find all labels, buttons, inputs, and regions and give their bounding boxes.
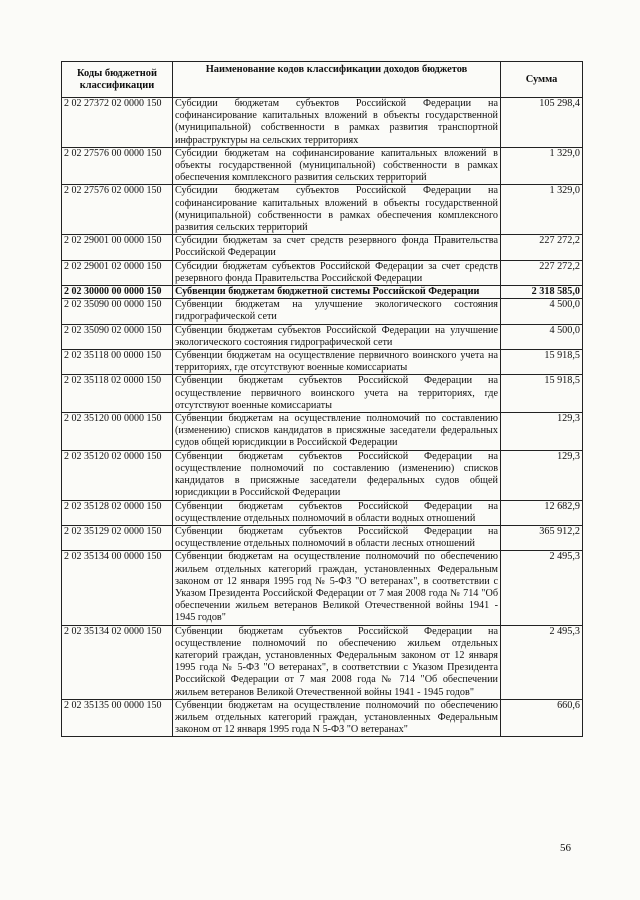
code-cell: 2 02 35134 02 0000 150 (62, 625, 173, 699)
name-cell: Субвенции бюджетам бюджетной системы Российской Федерации (173, 286, 501, 299)
budget-revenue-table (61, 61, 583, 737)
sum-cell: 227 272,2 (501, 235, 583, 260)
name-cell: Субвенции бюджетам на осуществление первичного воинского учета на территориях, где отсутствуют военные комиссариаты (173, 350, 501, 375)
table-row (62, 350, 583, 375)
sum-cell: 365 912,2 (501, 525, 583, 550)
table-row (62, 699, 583, 737)
code-cell: 2 02 27372 02 0000 150 (62, 98, 173, 148)
table-row (62, 147, 583, 185)
code-cell: 2 02 27576 02 0000 150 (62, 185, 173, 235)
table-row (62, 286, 583, 299)
table-header-row (62, 62, 583, 98)
name-cell: Субсидии бюджетам субъектов Российской Федерации на софинансирование капитальных вложений в объекты государственной (муниципальной) собственности в рамках обеспечения комплексного развития сельских территорий (173, 185, 501, 235)
table-row (62, 260, 583, 285)
sum-cell: 1 329,0 (501, 147, 583, 185)
code-cell: 2 02 35128 02 0000 150 (62, 500, 173, 525)
name-cell: Субвенции бюджетам на осуществление полномочий по обеспечению жильем отдельных категорий граждан, установленных Федеральным законом от 12 января 1995 год № 5-ФЗ "О ветеранах", в соответствии с Указом Президента Российской Федерации от 7 мая 2008 года № 714 "Об обеспечении жильем ветеранов Великой Отечественной войны 1941 - 1945 годов" (173, 551, 501, 625)
name-cell: Субвенции бюджетам субъектов Российской Федерации на осуществление отдельных полномочий в области лесных отношений (173, 525, 501, 550)
code-cell: 2 02 35118 00 0000 150 (62, 350, 173, 375)
name-cell: Субвенции бюджетам субъектов Российской Федерации на осуществление отдельных полномочий в области водных отношений (173, 500, 501, 525)
name-cell: Субсидии бюджетам за счет средств резервного фонда Правительства Российской Федерации (173, 235, 501, 260)
table-row (62, 525, 583, 550)
sum-cell: 129,3 (501, 413, 583, 451)
sum-cell: 129,3 (501, 450, 583, 500)
table-row (62, 235, 583, 260)
code-cell: 2 02 35090 02 0000 150 (62, 324, 173, 349)
code-cell: 2 02 35129 02 0000 150 (62, 525, 173, 550)
sum-cell: 2 495,3 (501, 551, 583, 625)
page-number: 56 (560, 842, 571, 854)
table-row (62, 500, 583, 525)
name-cell: Субсидии бюджетам субъектов Российской Федерации на софинансирование капитальных вложений в объекты государственной (муниципальной) собственности в рамках развития транспортной инфраструктуры на сельских территориях (173, 98, 501, 148)
sum-cell: 4 500,0 (501, 299, 583, 324)
table-row (62, 625, 583, 699)
sum-cell: 12 682,9 (501, 500, 583, 525)
code-cell: 2 02 29001 00 0000 150 (62, 235, 173, 260)
name-cell: Субсидии бюджетам субъектов Российской Федерации за счет средств резервного фонда Правительства Российской Федерации (173, 260, 501, 285)
sum-cell: 1 329,0 (501, 185, 583, 235)
name-cell: Субвенции бюджетам субъектов Российской Федерации на улучшение экологического состояния гидрографической сети (173, 324, 501, 349)
code-cell: 2 02 35090 00 0000 150 (62, 299, 173, 324)
name-cell: Субсидии бюджетам на софинансирование капитальных вложений в объекты государственной (муниципальной) собственности в рамках обеспечения комплексного развития сельских территорий (173, 147, 501, 185)
code-cell: 2 02 35135 00 0000 150 (62, 699, 173, 737)
table-row (62, 299, 583, 324)
header-sum: Сумма (501, 62, 583, 98)
table-row (62, 375, 583, 413)
table-row (62, 324, 583, 349)
sum-cell: 2 318 585,0 (501, 286, 583, 299)
sum-cell: 660,6 (501, 699, 583, 737)
table-body (62, 98, 583, 737)
sum-cell: 15 918,5 (501, 375, 583, 413)
code-cell: 2 02 35134 00 0000 150 (62, 551, 173, 625)
name-cell: Субвенции бюджетам на осуществление полномочий по обеспечению жильем отдельных категорий граждан, установленных Федеральным законом от 12 января 1995 года N 5-ФЗ "О ветеранах" (173, 699, 501, 737)
table-row (62, 185, 583, 235)
code-cell: 2 02 30000 00 0000 150 (62, 286, 173, 299)
sum-cell: 227 272,2 (501, 260, 583, 285)
code-cell: 2 02 35120 02 0000 150 (62, 450, 173, 500)
code-cell: 2 02 27576 00 0000 150 (62, 147, 173, 185)
name-cell: Субвенции бюджетам на осуществление полномочий по составлению (изменению) списков кандидатов в присяжные заседатели федеральных судов общей юрисдикции в Российской Федерации (173, 413, 501, 451)
sum-cell: 105 298,4 (501, 98, 583, 148)
table-row (62, 450, 583, 500)
sum-cell: 15 918,5 (501, 350, 583, 375)
header-code: Коды бюджетной классификации (62, 62, 173, 98)
name-cell: Субвенции бюджетам субъектов Российской Федерации на осуществление полномочий по обеспечению жильем отдельных категорий граждан, установленных Федеральным законом от 12 января 1995 года № 5-ФЗ "О ветеранах", в соответствии с Указом Президента Российской Федерации от 7 мая 2008 года № 714 "Об обеспечении жильем ветеранов Великой Отечественной войны 1941 - 1945 годов" (173, 625, 501, 699)
table-row (62, 98, 583, 148)
sum-cell: 4 500,0 (501, 324, 583, 349)
sum-cell: 2 495,3 (501, 625, 583, 699)
code-cell: 2 02 35118 02 0000 150 (62, 375, 173, 413)
table-row (62, 551, 583, 625)
name-cell: Субвенции бюджетам субъектов Российской Федерации на осуществление полномочий по составлению (изменению) списков кандидатов в присяжные заседатели федеральных судов общей юрисдикции в Российской Федерации (173, 450, 501, 500)
table-row (62, 413, 583, 451)
code-cell: 2 02 35120 00 0000 150 (62, 413, 173, 451)
code-cell: 2 02 29001 02 0000 150 (62, 260, 173, 285)
header-name: Наименование кодов классификации доходов бюджетов (173, 62, 501, 98)
name-cell: Субвенции бюджетам на улучшение экологического состояния гидрографической сети (173, 299, 501, 324)
name-cell: Субвенции бюджетам субъектов Российской Федерации на осуществление первичного воинского учета на территориях, где отсутствуют военные комиссариаты (173, 375, 501, 413)
